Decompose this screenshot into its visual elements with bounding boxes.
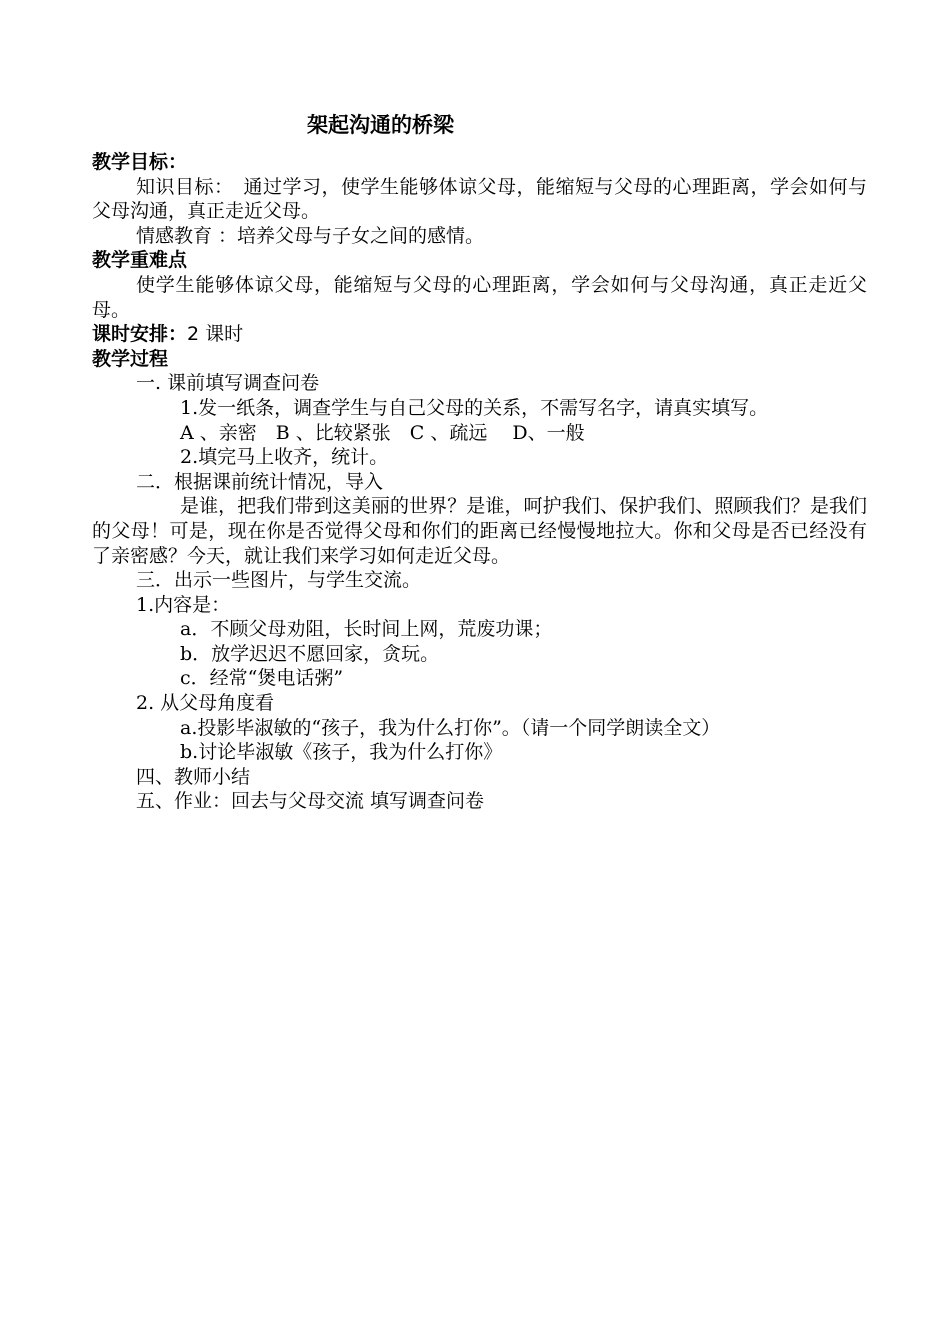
step3-sub2-a: a.投影毕淑敏的“孩子，我为什么打你”。（请一个同学朗读全文） [180, 716, 721, 739]
objectives-heading: 教学目标： [92, 151, 188, 173]
step1-item1: 1.发一纸条，调查学生与自己父母的关系，不需写名字，请真实填写。 [180, 396, 769, 419]
step2-text: 是谁，把我们带到这美丽的世界？是谁，呵护我们、保护我们、照顾我们？是我们的父母！可是，现在你是否觉得父母和你们的距离已经慢慢地拉大。你和父母是否已经没有了亲密感？今天，就让我们来学习如何走近父母。 [92, 495, 867, 567]
schedule-line [92, 322, 867, 347]
step3-sub2-b: b.讨论毕淑敏《孩子，我为什么打你》 [180, 741, 503, 764]
schedule-value: 2 课时 [187, 323, 244, 346]
step3-item-c: c．经常“煲电话粥” [180, 667, 344, 690]
step3-item-b: b．放学迟迟不愿回家，贪玩。 [180, 642, 440, 665]
knowledge-objective: 知识目标： 通过学习，使学生能够体谅父母，能缩短与父母的心理距离，学会如何与父母沟通，真正走近父母。 [92, 175, 867, 223]
step4-summary: 四、教师小结 [136, 765, 251, 788]
step2-title: 二．根据课前统计情况，导入 [136, 470, 384, 493]
schedule-heading: 课时安排： [92, 323, 188, 346]
lesson-plan-document [92, 110, 867, 814]
step1-title: 一. 课前填写调查问卷 [136, 372, 320, 395]
step1-item2: 2.填完马上收齐，统计。 [180, 446, 389, 469]
step1-options: A 、亲密 B 、比较紧张 C 、疏远 D、一般 [180, 421, 585, 444]
key-points-text: 使学生能够体谅父母，能缩短与父母的心理距离，学会如何与父母沟通，真正走近父母。 [92, 273, 867, 321]
key-points-heading: 教学重难点 [92, 249, 188, 272]
step3-sub1: 1.内容是： [136, 593, 231, 616]
step5-homework: 五、作业：回去与父母交流 填写调查问卷 [136, 790, 485, 813]
step3-item-a: a．不顾父母劝阻，长时间上网，荒废功课； [180, 618, 553, 641]
step3-title: 三．出示一些图片，与学生交流。 [136, 569, 422, 592]
process-heading: 教学过程 [92, 347, 169, 370]
document-title: 架起沟通的桥梁 [307, 113, 454, 137]
step3-sub2: 2. 从父母角度看 [136, 692, 275, 715]
emotion-objective: 情感教育 ：培养父母与子女之间的感情。 [136, 224, 485, 247]
